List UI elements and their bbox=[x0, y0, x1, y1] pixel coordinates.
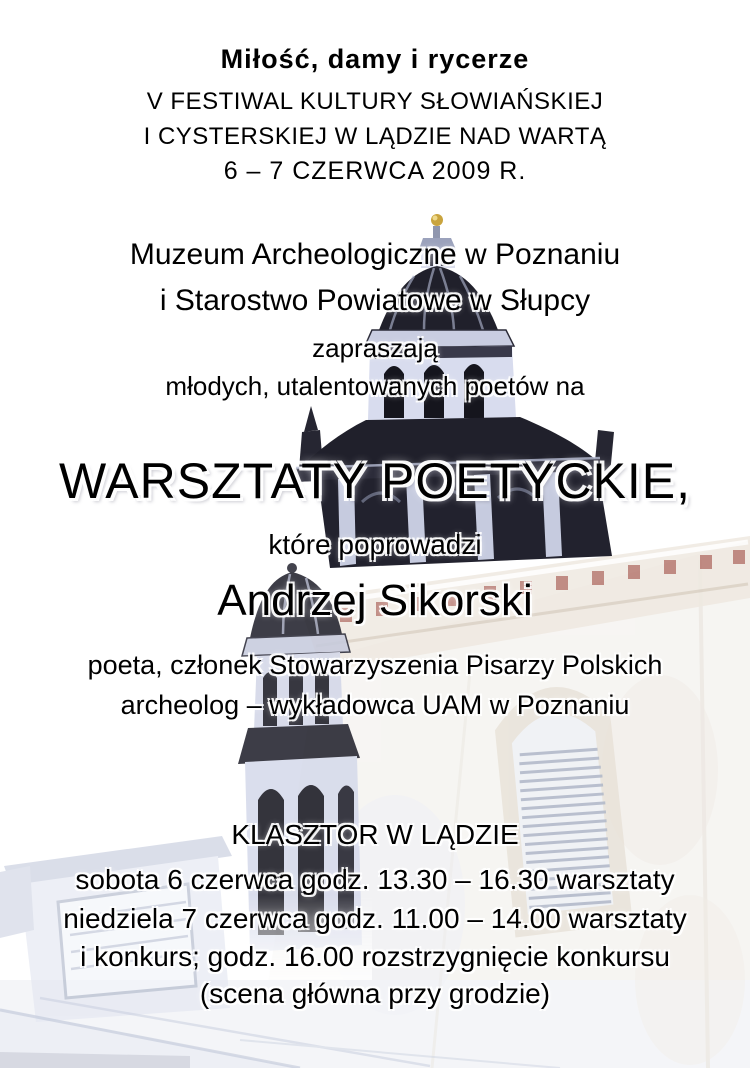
festival-line-1: V FESTIWAL KULTURY SŁOWIAŃSKIEJ bbox=[146, 88, 604, 115]
schedule-line: niedziela 7 czerwca godz. 11.00 – 14.00 warsztaty bbox=[63, 903, 687, 934]
leader-description-1: poeta, członek Stowarzyszenia Pisarzy Polskich bbox=[87, 650, 663, 680]
event-title: WARSZTATY POETYCKIE, bbox=[58, 453, 692, 509]
venue-name: KLASZTOR W LĄDZIE bbox=[231, 819, 519, 850]
audience-line: młodych, utalentowanych poetów na bbox=[165, 371, 585, 401]
festival-line-2: I CYSTERSKIEJ W LĄDZIE NAD WARTĄ bbox=[143, 123, 607, 150]
invite-line: zapraszają bbox=[312, 333, 438, 363]
leader-name: Andrzej Sikorski bbox=[217, 576, 533, 625]
organizer-line-2: i Starostwo Powiatowe w Słupcy bbox=[159, 284, 591, 317]
organizer-line-1: Muzeum Archeologiczne w Poznaniu bbox=[129, 238, 621, 271]
lead-in-line: które poprowadzi bbox=[268, 529, 482, 560]
schedule-line: (scena główna przy grodzie) bbox=[199, 978, 551, 1009]
schedule-line: sobota 6 czerwca godz. 13.30 – 16.30 warsztaty bbox=[75, 864, 675, 895]
festival-dates: 6 – 7 CZERWCA 2009 R. bbox=[223, 157, 527, 185]
schedule-line: i konkurs; godz. 16.00 rozstrzygnięcie konkursu bbox=[80, 941, 670, 972]
leader-description-2: archeolog – wykładowca UAM w Poznaniu bbox=[120, 690, 630, 720]
motto-line: Miłość, damy i rycerze bbox=[220, 44, 530, 74]
